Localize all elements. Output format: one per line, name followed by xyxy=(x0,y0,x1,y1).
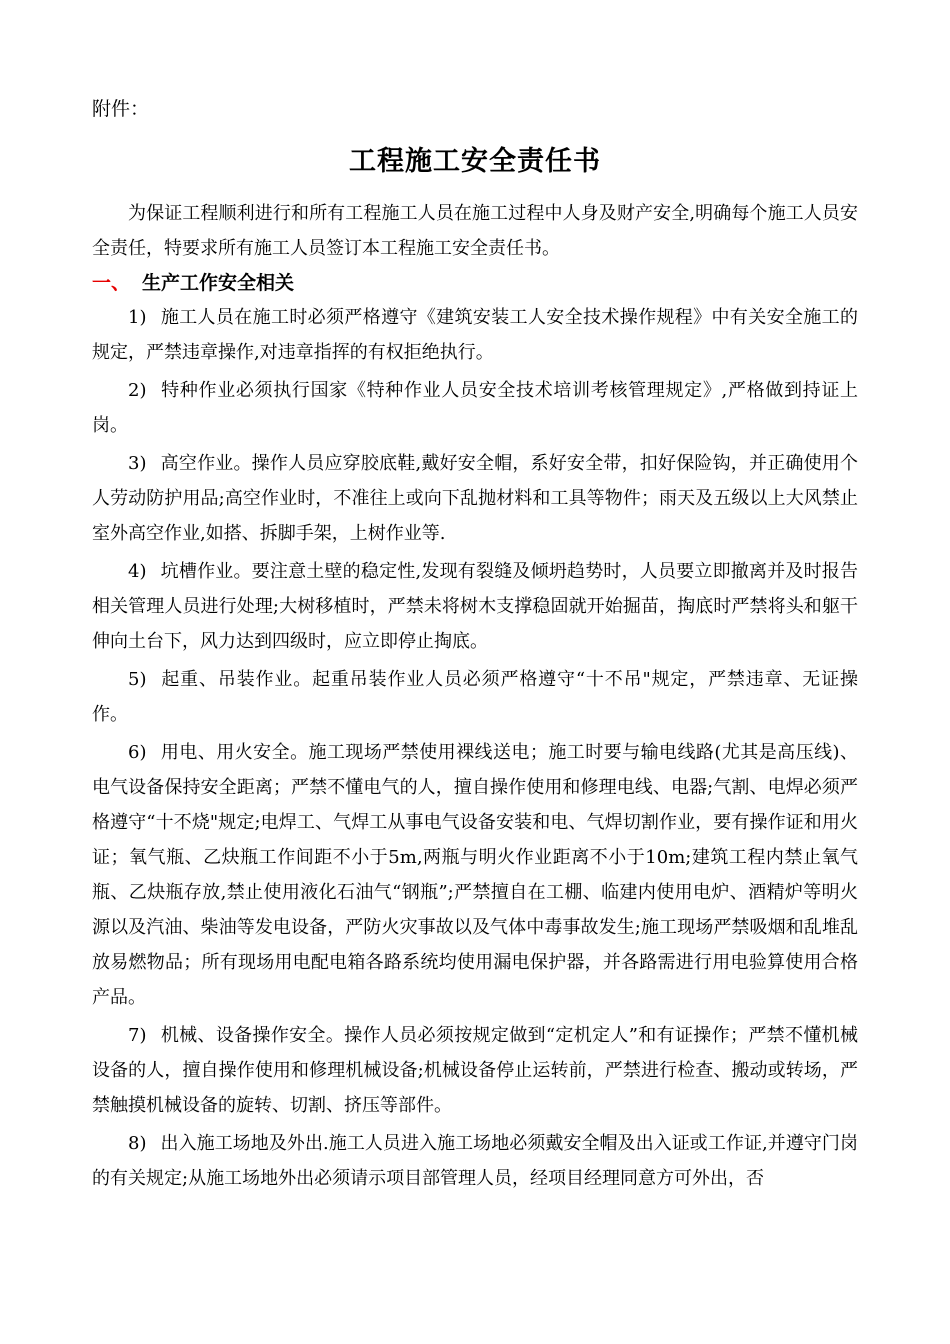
list-item xyxy=(92,1018,858,1123)
list-item xyxy=(92,1126,858,1196)
item-number: 2) xyxy=(128,380,147,401)
list-item xyxy=(92,554,858,659)
item-text: 施工人员在施工时必须严格遵守《建筑安装工人安全技术操作规程》中有关安全施工的规定，严禁违章操作,对违章指挥的有权拒绝执行。 xyxy=(92,307,858,363)
section-heading xyxy=(92,266,858,300)
section-production-safety xyxy=(92,266,858,1196)
list-item xyxy=(92,735,858,1015)
item-text: 特种作业必须执行国家《特种作业人员安全技术培训考核管理规定》,严格做到持证上岗。 xyxy=(92,380,858,436)
item-number: 8) xyxy=(128,1133,147,1154)
intro-paragraph: 为保证工程顺利进行和所有工程施工人员在施工过程中人身及财产安全,明确每个施工人员安全责任，特要求所有施工人员签订本工程施工安全责任书。 xyxy=(92,203,858,259)
item-number: 4) xyxy=(128,561,147,582)
item-number: 5) xyxy=(128,669,147,690)
item-number: 7) xyxy=(128,1025,147,1046)
item-text: 坑槽作业。要注意土壁的稳定性,发现有裂缝及倾坍趋势时，人员要立即撤离并及时报告相关管理人员进行处理;大树移植时，严禁未将树木支撑稳固就开始掘苗，掏底时严禁将头和躯干伸向土台下，风力达到四级时，应立即停止掏底。 xyxy=(92,561,858,652)
section-number: 一、 xyxy=(92,272,131,294)
section-title: 生产工作安全相关 xyxy=(142,272,295,294)
item-number: 6) xyxy=(128,742,147,763)
list-item xyxy=(92,373,858,443)
list-item xyxy=(92,446,858,551)
item-text: 高空作业。操作人员应穿胶底鞋,戴好安全帽，系好安全带，扣好保险钩，并正确使用个人劳动防护用品;高空作业时，不准往上或向下乱抛材料和工具等物件；雨天及五级以上大风禁止室外高空作业,如搭、拆脚手架，上树作业等. xyxy=(92,453,858,544)
item-number: 1) xyxy=(128,307,147,328)
attachment-label: 附件： xyxy=(92,98,150,120)
item-text: 用电、用火安全。施工现场严禁使用裸线送电；施工时要与输电线路(尤其是高压线)、电气设备保持安全距离；严禁不懂电气的人，擅自操作使用和修理电线、电器;气割、电焊必须严格遵守“十不烧"规定;电焊工、气焊工从事电气设备安装和电、气焊切割作业，要有操作证和用火证；氧气瓶、乙炔瓶工作间距不小于5m,两瓶与明火作业距离不小于10m;建筑工程内禁止氧气瓶、乙炔瓶存放,禁止使用液化石油气“钢瓶”;严禁擅自在工棚、临建内使用电炉、酒精炉等明火源以及汽油、柴油等发电设备，严防火灾事故以及气体中毒事故发生;施工现场严禁吸烟和乱堆乱放易燃物品；所有现场用电配电箱各路系统均使用漏电保护器，并各路需进行用电验算使用合格产品。 xyxy=(92,742,858,1008)
document-title: 工程施工安全责任书 xyxy=(349,146,601,177)
list-item xyxy=(92,300,858,370)
item-text: 起重、吊装作业。起重吊装作业人员必须严格遵守“十不吊"规定，严禁违章、无证操作。 xyxy=(92,669,858,725)
list-item xyxy=(92,662,858,732)
item-number: 3) xyxy=(128,453,147,474)
item-text: 机械、设备操作安全。操作人员必须按规定做到“定机定人”和有证操作；严禁不懂机械设备的人，擅自操作使用和修理机械设备;机械设备停止运转前，严禁进行检查、搬动或转场，严禁触摸机械设备的旋转、切割、挤压等部件。 xyxy=(92,1025,858,1116)
item-text: 出入施工场地及外出.施工人员进入施工场地必须戴安全帽及出入证或工作证,并遵守门岗的有关规定;从施工场地外出必须请示项目部管理人员，经项目经理同意方可外出，否 xyxy=(92,1133,858,1189)
